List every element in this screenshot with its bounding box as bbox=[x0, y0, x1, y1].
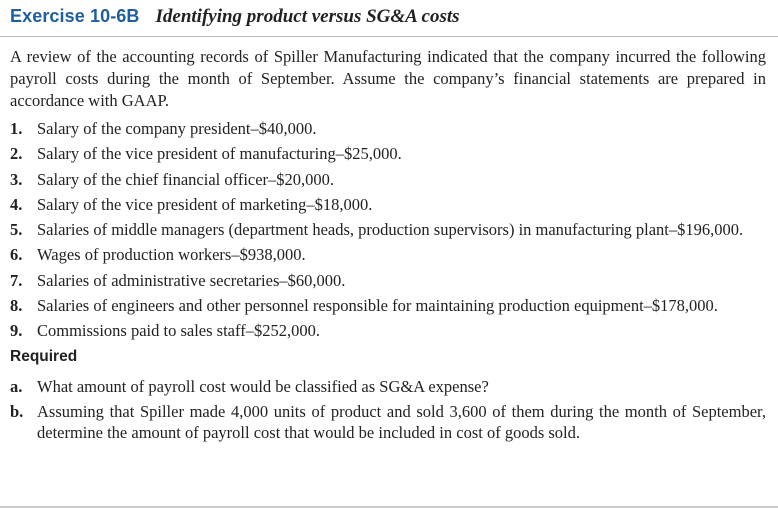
list-item bbox=[10, 118, 766, 139]
item-text: Commissions paid to sales staff–$252,000. bbox=[37, 321, 320, 341]
payroll-cost-list bbox=[10, 118, 766, 341]
item-number: 4. bbox=[10, 194, 23, 214]
list-item bbox=[10, 169, 766, 190]
item-number: 3. bbox=[10, 169, 23, 189]
required-item bbox=[10, 376, 766, 397]
item-number: 9. bbox=[10, 321, 23, 341]
item-text: Salaries of middle managers (department heads, production supervisors) in manufacturing plant–$196,000. bbox=[37, 220, 744, 240]
required-text: What amount of payroll cost would be classified as SG&A expense? bbox=[37, 377, 489, 397]
required-label: a. bbox=[10, 377, 23, 397]
item-text: Salaries of engineers and other personnel responsible for maintaining production equipment–$178,000. bbox=[37, 296, 718, 316]
item-number: 1. bbox=[10, 119, 23, 138]
list-item bbox=[10, 219, 766, 240]
required-label: b. bbox=[10, 402, 24, 422]
exercise-title: Identifying product versus SG&A costs bbox=[155, 6, 460, 27]
item-number: 6. bbox=[10, 245, 23, 265]
required-item bbox=[10, 401, 766, 443]
item-text: Salaries of administrative secretaries–$60,000. bbox=[37, 270, 346, 290]
list-item bbox=[10, 194, 766, 215]
item-number: 7. bbox=[10, 270, 23, 290]
item-text: Salary of the vice president of marketing–$18,000. bbox=[37, 194, 373, 214]
intro-paragraph: A review of the accounting records of Spiller Manufacturing indicated that the company incurred the following payroll costs during the month of September. Assume the company’s financial statements are prepared in accordance with GAAP. bbox=[10, 47, 766, 110]
list-item bbox=[10, 143, 766, 164]
list-item bbox=[10, 244, 766, 265]
required-list bbox=[10, 376, 766, 443]
required-heading: Required bbox=[10, 348, 78, 366]
list-item bbox=[10, 320, 766, 341]
item-number: 8. bbox=[10, 296, 23, 316]
item-text: Salary of the vice president of manufacturing–$25,000. bbox=[37, 144, 402, 164]
required-text: Assuming that Spiller made 4,000 units of product and sold 3,600 of them during the month of September, determine the amount of payroll cost that would be included in cost of goods sold. bbox=[37, 402, 766, 443]
exercise-number: Exercise 10-6B bbox=[10, 6, 140, 26]
list-item bbox=[10, 270, 766, 291]
item-text: Salary of the chief financial officer–$20,000. bbox=[37, 169, 335, 189]
item-text: Salary of the company president–$40,000. bbox=[37, 119, 317, 138]
item-number: 5. bbox=[10, 220, 23, 240]
exercise-header bbox=[0, 6, 778, 37]
item-text: Wages of production workers–$938,000. bbox=[37, 245, 306, 265]
list-item bbox=[10, 295, 766, 316]
item-number: 2. bbox=[10, 144, 23, 164]
